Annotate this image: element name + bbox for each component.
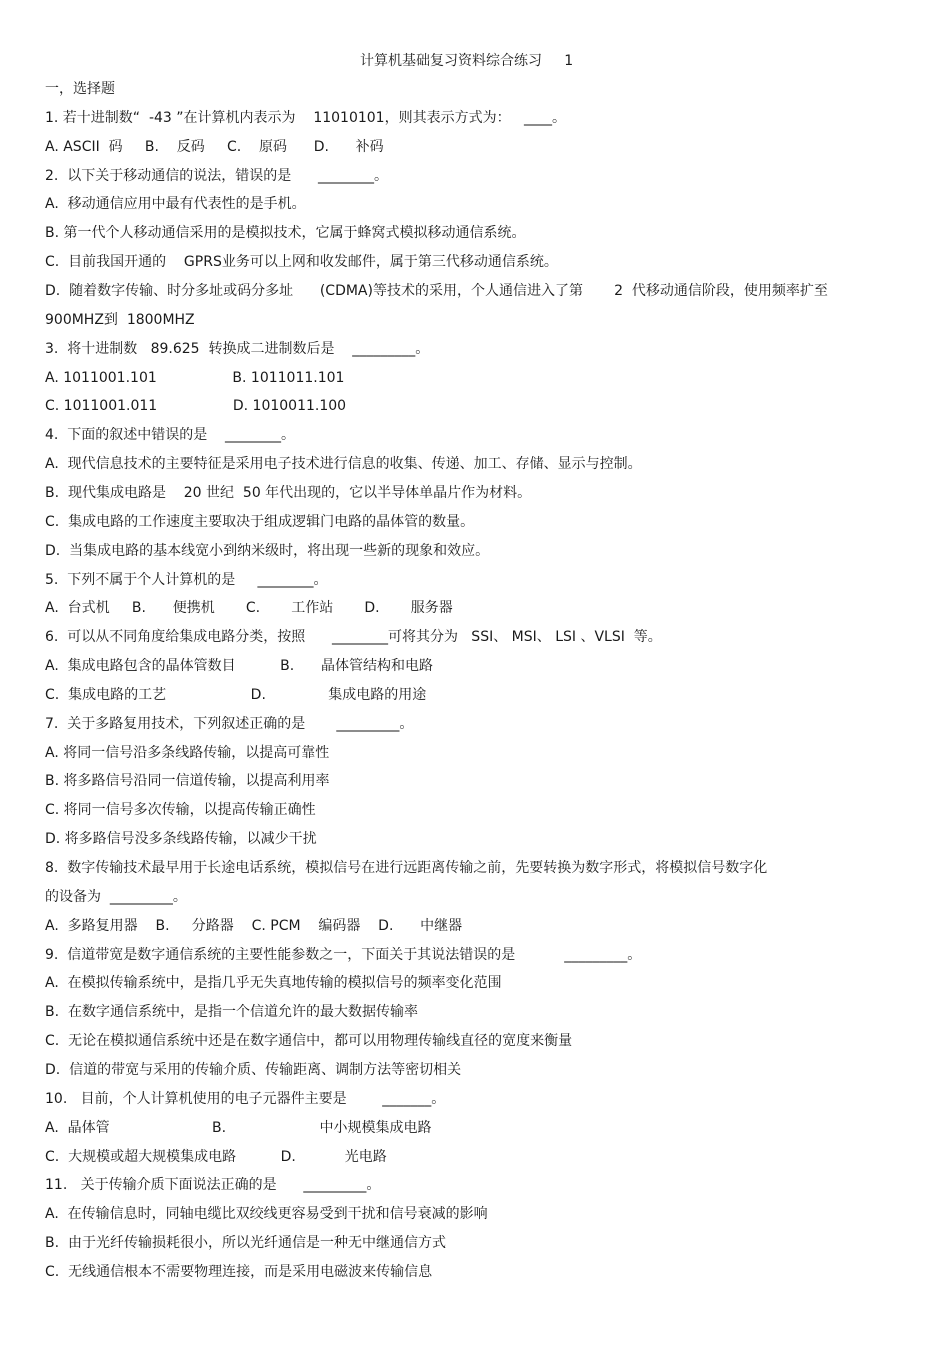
text-line: 一，选择题: [45, 81, 115, 97]
text-line: A. 1011001.101 B. 1011011.101: [45, 369, 345, 386]
text-line: 6. 可以从不同角度给集成电路分类，按照 ________可将其分为 SSI、 MSI、 LSI 、VLSI 等。: [45, 629, 662, 646]
text-line: C. 将同一信号多次传输，以提高传输正确性: [45, 802, 316, 819]
text-line: 11. 关于传输介质下面说法正确的是 _________。: [45, 1177, 381, 1194]
text-line: A. 晶体管 B. 中小规模集成电路: [45, 1119, 432, 1136]
text-line: B. 将多路信号沿同一信道传输，以提高利用率: [45, 773, 330, 790]
text-line: 5. 下列不属于个人计算机的是 ________。: [45, 571, 328, 588]
text-line: A. 移动通信应用中最有代表性的是手机。: [45, 196, 306, 213]
text-line: 7. 关于多路复用技术，下列叙述正确的是 _________。: [45, 715, 414, 732]
text-line: 2. 以下关于移动通信的说法，错误的是 ________。: [45, 167, 388, 184]
text-line: A. 现代信息技术的主要特征是采用电子技术进行信息的收集、传递、加工、存储、显示与控制。: [45, 456, 642, 473]
text-line: A. 在传输信息时，同轴电缆比双绞线更容易受到干扰和信号衰减的影响: [45, 1206, 488, 1223]
text-line: A. 将同一信号沿多条线路传输，以提高可靠性: [45, 744, 330, 761]
text-line: C. 大规模或超大规模集成电路 D. 光电路: [45, 1148, 387, 1165]
text-line: C. 集成电路的工作速度主要取决于组成逻辑门电路的晶体管的数量。: [45, 513, 475, 530]
text-line: A. 集成电路包含的晶体管数目 B. 晶体管结构和电路: [45, 658, 433, 674]
text-line: 9. 信道带宽是数字通信系统的主要性能参数之一，下面关于其说法错误的是 _________。: [45, 946, 642, 963]
text-line: A. 在模拟传输系统中，是指几乎无失真地传输的模拟信号的频率变化范围: [45, 975, 502, 992]
text-line: D. 随着数字传输、时分多址或码分多址 (CDMA)等技术的采用，个人通信进入了第 2 代移动通信阶段，使用频率扩至: [45, 283, 828, 299]
text-line: A. 台式机 B. 便携机 C. 工作站 D. 服务器: [45, 600, 453, 617]
text-line: 8. 数字传输技术最早用于长途电话系统，模拟信号在进行远距离传输之前，先要转换为数字形式，将模拟信号数字化: [45, 860, 768, 876]
text-line: 1. 若十进制数“ -43 ”在计算机内表示为 11010101，则其表示方式为： ____。: [45, 109, 566, 126]
text-line: C. 1011001.011 D. 1010011.100: [45, 398, 347, 415]
page-title: 计算机基础复习资料综合练习 1: [360, 53, 574, 69]
text-line: 3. 将十进制数 89.625 转换成二进制数后是 _________。: [45, 340, 430, 357]
text-line: B. 现代集成电路是 20 世纪 50 年代出现的，它以半导体单晶片作为材料。: [45, 484, 532, 501]
text-line: D. 将多路信号没多条线路传输，以减少干扰: [45, 831, 317, 848]
text-line: B. 由于光纤传输损耗很小，所以光纤通信是一种无中继通信方式: [45, 1235, 446, 1251]
text-line: 4. 下面的叙述中错误的是 ________。: [45, 427, 296, 444]
text-line: C. 无线通信根本不需要物理连接，而是采用电磁波来传输信息: [45, 1263, 433, 1280]
text-line: C. 集成电路的工艺 D. 集成电路的用途: [45, 686, 427, 703]
text-line: 10. 目前，个人计算机使用的电子元器件主要是 _______。: [45, 1090, 446, 1107]
text-line: C. 目前我国开通的 GPRS业务可以上网和收发邮件，属于第三代移动通信系统。: [45, 254, 558, 271]
text-line: C. 无论在模拟通信系统中还是在数字通信中，都可以用物理传输线直径的宽度来衡量: [45, 1033, 573, 1050]
text-line: A. 多路复用器 B. 分路器 C. PCM 编码器 D. 中继器: [45, 917, 463, 934]
text-line: 900MHZ到 1800MHZ: [45, 311, 195, 328]
text-line: D. 信道的带宽与采用的传输介质、传输距离、调制方法等密切相关: [45, 1061, 462, 1078]
text-line: 的设备为 _________。: [45, 888, 187, 905]
text-line: B. 在数字通信系统中，是指一个信道允许的最大数据传输率: [45, 1004, 418, 1021]
text-line: A. ASCII 码 B. 反码 C. 原码 D. 补码: [45, 138, 384, 155]
text-line: D. 当集成电路的基本线宽小到纳米级时，将出现一些新的现象和效应。: [45, 542, 490, 559]
text-line: B. 第一代个人移动通信采用的是模拟技术，它属于蜂窝式模拟移动通信系统。: [45, 225, 526, 242]
